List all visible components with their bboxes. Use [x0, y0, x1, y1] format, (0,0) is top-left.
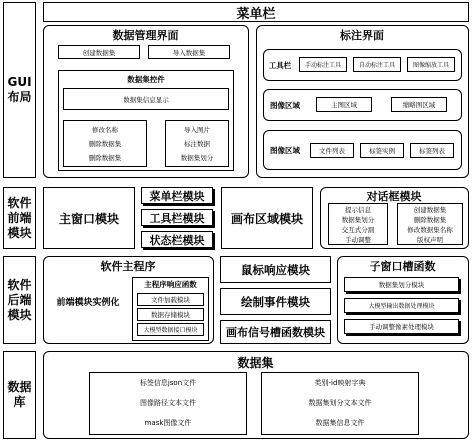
- label-instances[interactable]: 标签实例: [360, 143, 404, 158]
- toolbar-module: 工具栏模块: [141, 209, 213, 226]
- dataset-info-file: 数据集信息文件: [315, 419, 365, 427]
- delete-dataset-dialog: 删除数据集: [413, 215, 447, 224]
- frontend-instantiation: 前端模块实例化: [56, 297, 120, 308]
- label-list[interactable]: 标签列表: [410, 143, 454, 158]
- dataset-control-title: 数据集控件: [127, 74, 165, 84]
- mouse-response-module: 鼠标响应模块: [220, 256, 331, 283]
- import-images-item[interactable]: 导入图片: [184, 125, 210, 134]
- dataset-panel: [43, 351, 469, 439]
- subwindow-slot-title: 子窗口槽函数: [369, 260, 436, 273]
- data-management-title: 数据管理界面: [112, 29, 179, 42]
- image-area-label: 图像区域: [270, 100, 300, 110]
- thumbnail-area[interactable]: 缩略图区域: [391, 97, 447, 112]
- data-storage-module: 数据存储模块: [137, 308, 204, 321]
- dataset-left-actions: [63, 120, 147, 167]
- file-loading-module: 文件加载模块: [137, 293, 204, 306]
- dialog-module: [320, 187, 469, 249]
- canvas-signal-slot-module: 画布信号槽函数模块: [220, 320, 331, 344]
- import-dataset-button[interactable]: 导入数据集: [148, 45, 230, 59]
- interactive-segmentation-dialog: 交互式分割: [341, 225, 375, 234]
- dataset-control-panel: [58, 70, 234, 171]
- dialog-module-title: 对话框模块: [366, 189, 422, 203]
- create-dataset-dialog: 创建数据集: [413, 205, 447, 214]
- manual-annotation-tool[interactable]: 手动标注工具: [299, 57, 347, 72]
- split-dataset-dialog: 数据集划分: [341, 215, 375, 224]
- image-path-text-file: 图像路径文本文件: [140, 399, 196, 407]
- main-program-panel: [43, 256, 214, 344]
- dialog-right-list: [397, 203, 463, 245]
- dataset-files-right: [261, 372, 419, 435]
- hint-info-dialog: 提示信息: [345, 205, 371, 214]
- dataset-files-left: [89, 372, 247, 435]
- file-list[interactable]: 文件列表: [310, 143, 354, 158]
- database-label: 数据 库: [3, 351, 36, 439]
- frontend-module-label: 软件 前端 模块: [3, 187, 36, 249]
- dataset-info-display: 数据集信息显示: [63, 88, 229, 110]
- rename-dataset-item[interactable]: 修改名称: [92, 125, 118, 134]
- copyright-dialog: 版权声明: [417, 235, 443, 244]
- auto-annotation-tool[interactable]: 自动标注工具: [353, 57, 401, 72]
- response-functions-title: 主程序响应函数: [144, 280, 197, 289]
- dialog-left-list: [328, 203, 388, 245]
- mask-image-file: mask图像文件: [144, 419, 192, 427]
- annotate-data-item[interactable]: 标注数据: [184, 139, 210, 148]
- main-window-module: 主窗口模块: [43, 187, 135, 249]
- main-program-title: 软件主程序: [100, 260, 156, 273]
- annotation-panel: [256, 25, 469, 178]
- class-id-mapping-dict: 类别-id映射字典: [314, 379, 366, 387]
- dataset-split-slot: 数据集划分模块: [344, 277, 459, 292]
- subwindow-slot-panel: [337, 256, 469, 344]
- canvas-area-module: 画布区域模块: [221, 187, 313, 249]
- annotation-title: 标注界面: [340, 29, 384, 42]
- delete-dataset-item-2[interactable]: 删除数据集: [88, 153, 122, 162]
- dataset-title: 数据集: [237, 355, 274, 370]
- dataset-split-text-file: 数据集划分文本文件: [308, 399, 372, 407]
- llm-data-interface-module: 大模型数据接口模块: [137, 323, 204, 336]
- create-dataset-button[interactable]: 创建数据集: [58, 45, 140, 59]
- dataset-right-actions: [165, 120, 229, 167]
- data-management-panel: [43, 25, 249, 178]
- manual-pixel-adjust-slot: 手动调整像素处理模块: [344, 319, 459, 334]
- response-functions-panel: [132, 277, 209, 341]
- image-area-list-group: [263, 130, 462, 170]
- draw-event-module: 绘制事件模块: [220, 288, 331, 315]
- manual-adjust-dialog: 手动调整: [345, 235, 371, 244]
- split-dataset-item[interactable]: 数据集划分: [180, 153, 214, 162]
- menubar-module: 菜单栏模块: [141, 187, 213, 204]
- toolbar-label: 工具栏: [268, 60, 292, 70]
- gui-layout-label: GUI 布局: [3, 2, 36, 178]
- toolbar-group: [263, 49, 462, 81]
- menubar-box: 菜单栏: [43, 2, 469, 22]
- llm-output-processing-slot: 大模型输出数据处理模块: [344, 298, 459, 313]
- image-zoom-tool[interactable]: 图像缩放工具: [407, 57, 455, 72]
- label-json-file: 标签信息json文件: [139, 379, 197, 387]
- image-area-label-2: 图像区域: [270, 145, 300, 155]
- rename-dataset-dialog: 修改数据集名称: [407, 225, 453, 234]
- backend-module-label: 软件 后端 模块: [3, 256, 36, 344]
- image-area-group: [263, 89, 462, 121]
- statusbar-module: 状态栏模块: [141, 231, 213, 248]
- main-image-area[interactable]: 主图区域: [316, 97, 372, 112]
- delete-dataset-item[interactable]: 删除数据集: [88, 139, 122, 148]
